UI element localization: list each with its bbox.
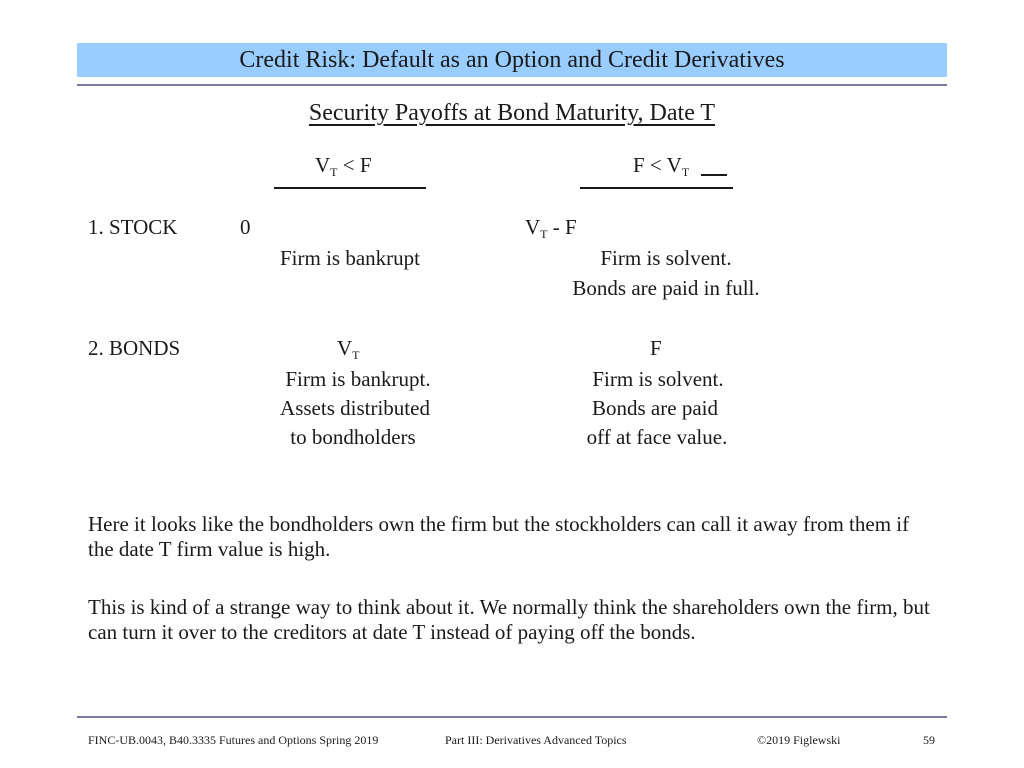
column-header-right-mark bbox=[701, 174, 727, 176]
bonds-right-desc-2: Bonds are paid bbox=[592, 396, 718, 420]
stock-left-value: 0 bbox=[240, 215, 251, 239]
stock-right-value-sub: T bbox=[540, 227, 548, 241]
bonds-right-desc-1: Firm is solvent. bbox=[592, 367, 724, 391]
column-header-left bbox=[315, 153, 372, 179]
bonds-right-desc-3: off at face value. bbox=[586, 425, 728, 449]
section-subtitle: Security Payoffs at Bond Maturity, Date T bbox=[308, 100, 716, 126]
bonds-left-desc-3: to bondholders bbox=[290, 425, 416, 449]
bonds-left-value-v: V bbox=[337, 336, 353, 360]
column-header-left-rest: < F bbox=[337, 153, 372, 177]
bonds-left-desc-2: Assets distributed bbox=[280, 396, 430, 420]
stock-right-desc-1: Firm is solvent. bbox=[600, 246, 732, 270]
slide-title-text: Credit Risk: Default as an Option and Credit Derivatives bbox=[239, 46, 785, 73]
slide-title bbox=[77, 43, 947, 77]
explanation-paragraph-2: This is kind of a strange way to think about it. We normally think the shareholders own the firm, but can turn it over to the creditors at date T instead of paying off the bonds. bbox=[88, 595, 930, 644]
stock-left-desc: Firm is bankrupt bbox=[280, 246, 420, 270]
bonds-right-value: F bbox=[650, 336, 662, 360]
footer-page-number: 59 bbox=[923, 733, 935, 747]
column-header-right-underline bbox=[580, 187, 733, 189]
bonds-label: 2. BONDS bbox=[88, 336, 181, 360]
stock-right-value-v: V bbox=[525, 215, 541, 239]
stock-label: 1. STOCK bbox=[88, 215, 178, 239]
bonds-left-value bbox=[337, 336, 360, 362]
column-header-right-pre: F < V bbox=[633, 153, 682, 177]
column-header-right bbox=[633, 153, 690, 179]
column-header-right-sub: T bbox=[681, 165, 690, 179]
explanation-paragraph-1: Here it looks like the bondholders own the firm but the stockholders can call it away from them if the date T firm value is high. bbox=[88, 512, 910, 561]
footer-course: FINC-UB.0043, B40.3335 Futures and Options Spring 2019 bbox=[88, 733, 379, 747]
stock-right-desc-2: Bonds are paid in full. bbox=[572, 276, 760, 300]
stock-right-value-rest: - F bbox=[547, 215, 577, 239]
header-divider bbox=[77, 84, 947, 86]
stock-right-value bbox=[525, 215, 577, 241]
column-header-left-sub: T bbox=[330, 165, 338, 179]
footer-divider bbox=[77, 716, 947, 718]
footer-part: Part III: Derivatives Advanced Topics bbox=[445, 733, 627, 747]
footer-copyright: ©2019 Figlewski bbox=[757, 733, 841, 747]
bonds-left-value-sub: T bbox=[352, 348, 360, 362]
bonds-left-desc-1: Firm is bankrupt. bbox=[285, 367, 431, 391]
column-header-left-v: V bbox=[315, 153, 331, 177]
column-header-left-underline bbox=[274, 187, 426, 189]
